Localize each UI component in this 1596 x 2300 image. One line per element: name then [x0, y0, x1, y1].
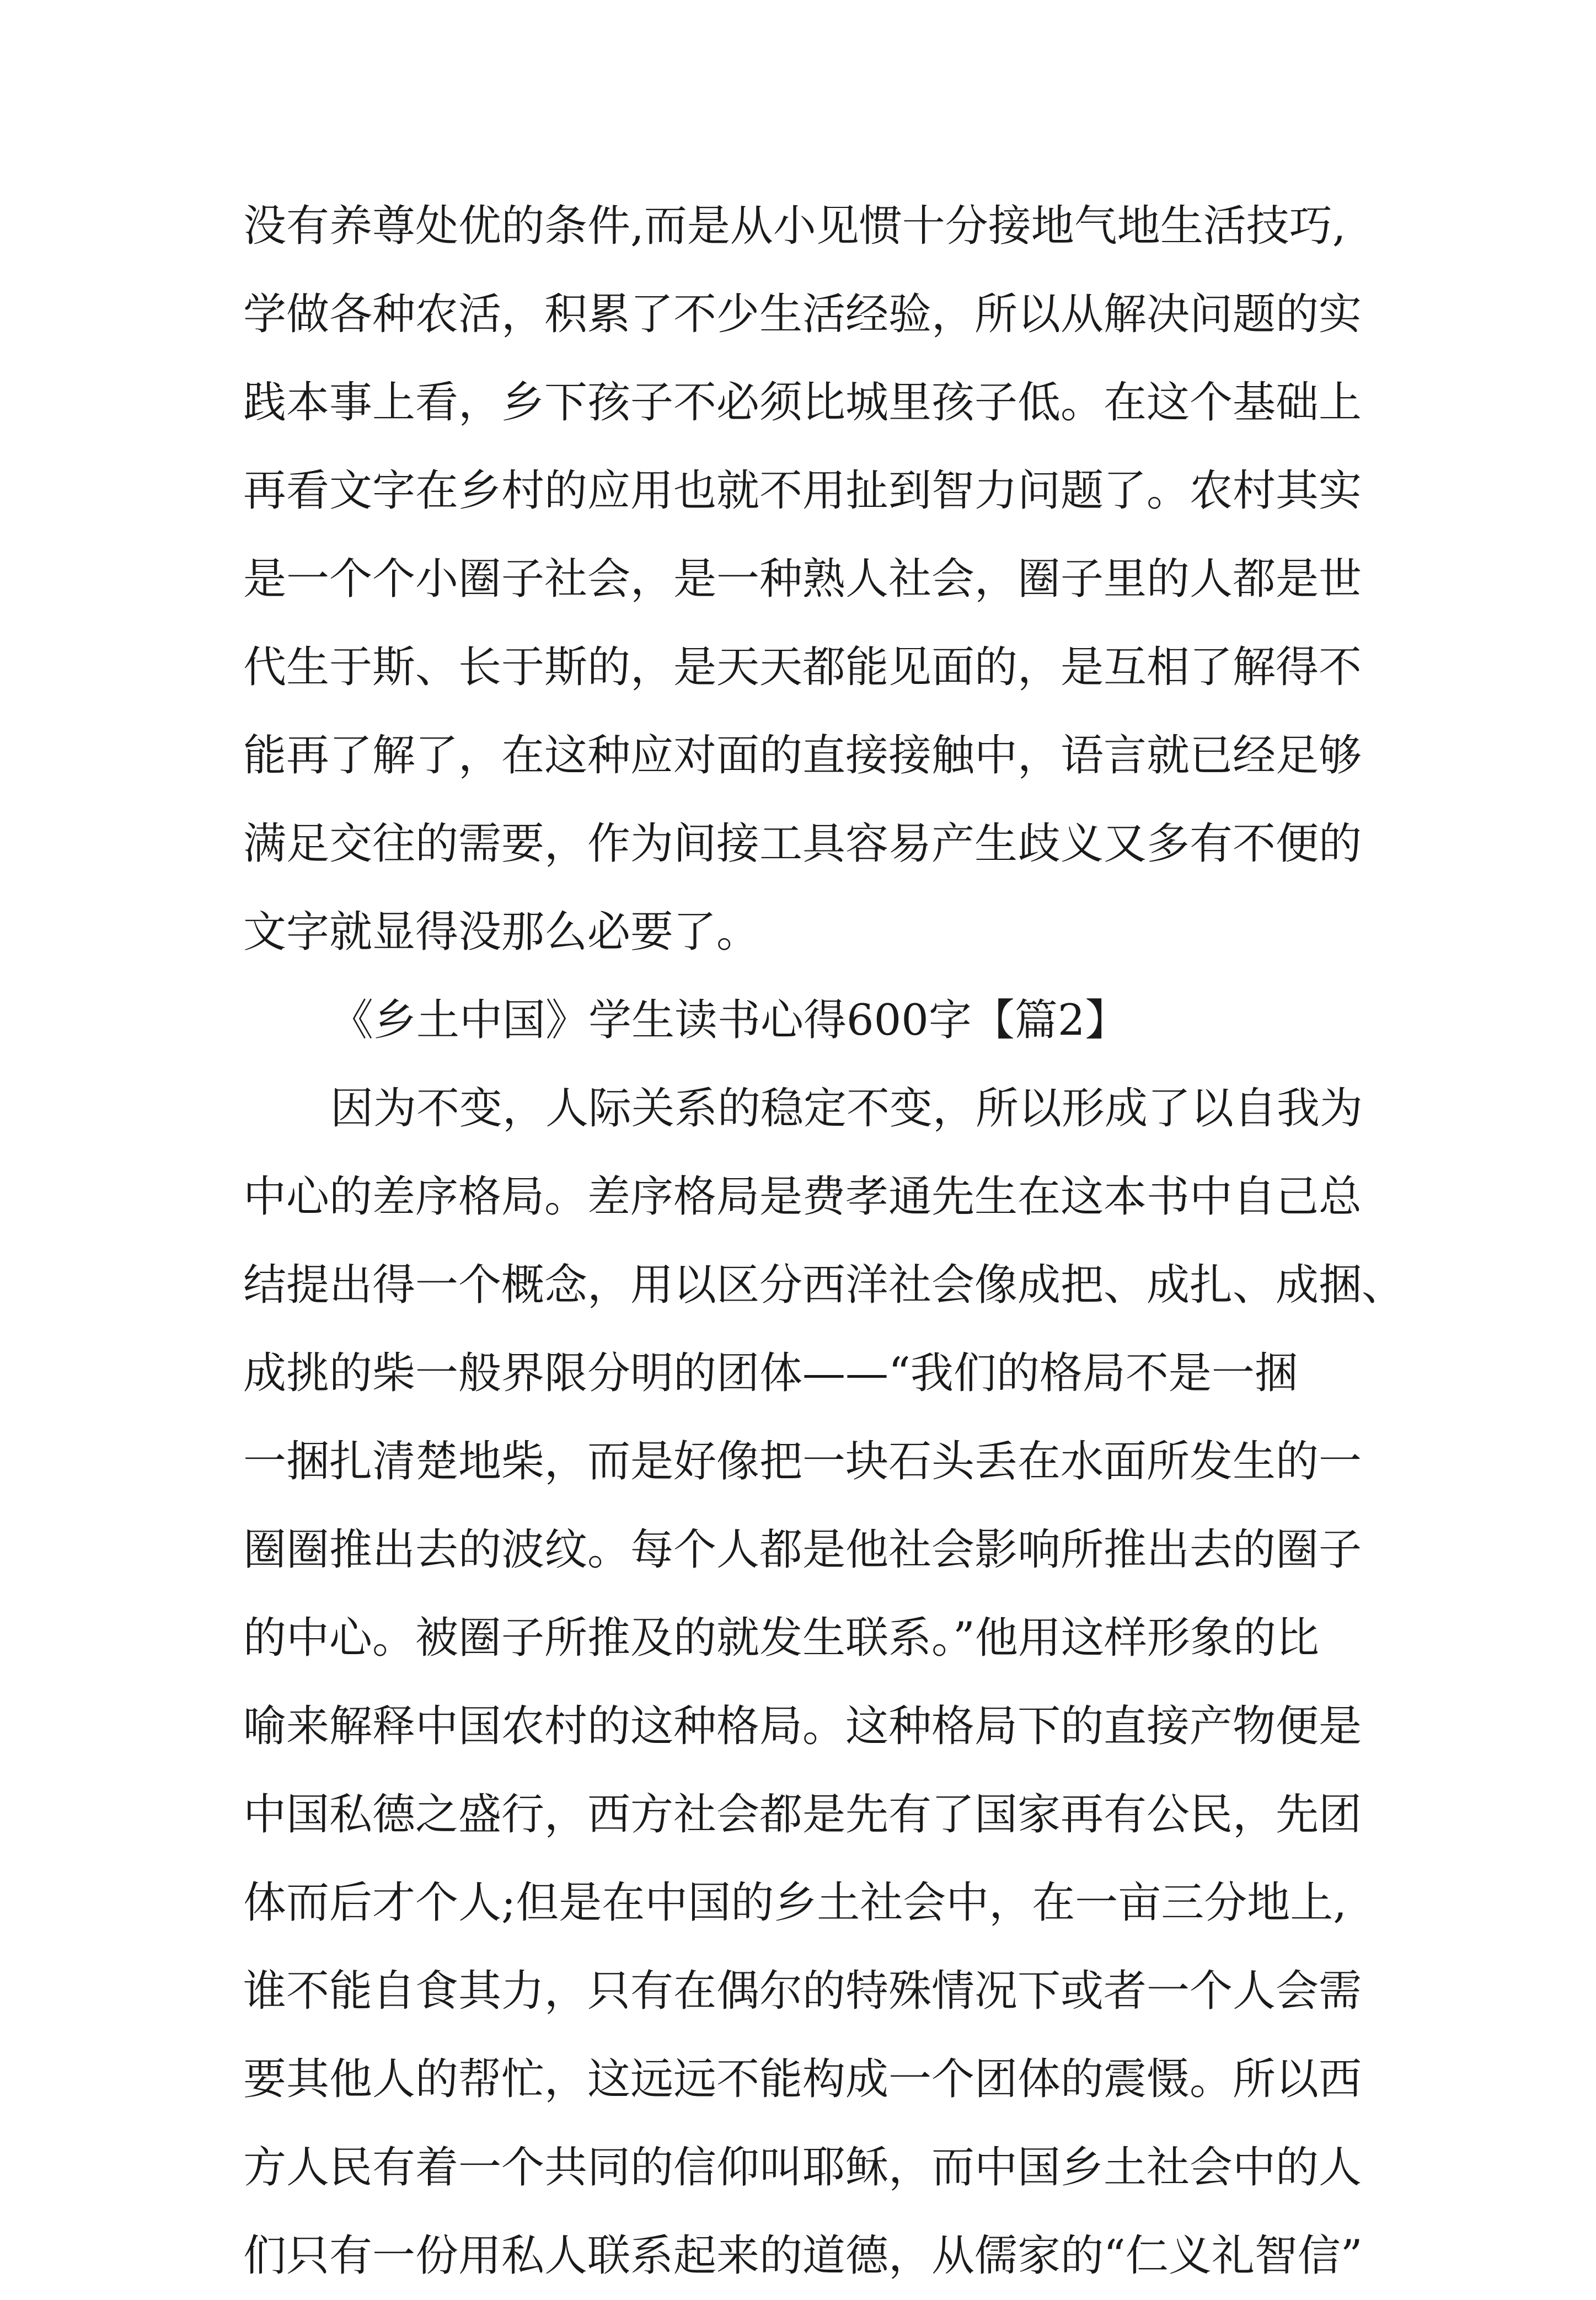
text-line: 谁不能自食其力，只有在偶尔的特殊情况下或者一个人会需 [243, 1966, 1362, 2016]
text-line: 方人民有着一个共同的信仰叫耶稣，而中国乡土社会中的人 [243, 2143, 1362, 2192]
text-line: 文字就显得没那么必要了。 [243, 907, 760, 957]
text-line: 没有养尊处优的条件,而是从小见惯十分接地气地生活技巧, [243, 201, 1346, 251]
text-line: 中心的差序格局。差序格局是费孝通先生在这本书中自己总 [243, 1172, 1362, 1222]
text-line: 体而后才个人;但是在中国的乡土社会中，在一亩三分地上, [243, 1878, 1347, 1928]
text-line: 学做各种农活，积累了不少生活经验，所以从解决问题的实 [243, 290, 1362, 339]
text-line: 满足交往的需要，作为间接工具容易产生歧义又多有不便的 [243, 819, 1362, 869]
paragraph-first-line: 因为不变，人际关系的稳定不变，所以形成了以自我为 [330, 1084, 1363, 1133]
text-line: 的中心。被圈子所推及的就发生联系。”他用这样形象的比 [243, 1613, 1319, 1663]
text-line: 代生于斯、长于斯的，是天天都能见面的，是互相了解得不 [243, 643, 1362, 692]
text-line: 圈圈推出去的波纹。每个人都是他社会影响所推出去的圈子 [243, 1525, 1362, 1575]
text-line: 成挑的柴一般界限分明的团体——“我们的格局不是一捆 [243, 1349, 1298, 1398]
section-heading: 《乡土中国》学生读书心得600字【篇2】 [330, 996, 1128, 1045]
text-line: 要其他人的帮忙，这远远不能构成一个团体的震慑。所以西 [243, 2055, 1362, 2104]
text-line: 结提出得一个概念，用以区分西洋社会像成把、成扎、成捆、 [243, 1260, 1405, 1310]
text-line: 能再了解了，在这种应对面的直接接触中，语言就已经足够 [243, 731, 1362, 780]
text-line: 一捆扎清楚地柴，而是好像把一块石头丢在水面所发生的一 [243, 1437, 1362, 1486]
document-body [243, 182, 1405, 2300]
text-line: 践本事上看，乡下孩子不必须比城里孩子低。在这个基础上 [243, 378, 1362, 427]
text-line: 们只有一份用私人联系起来的道德，从儒家的“仁义礼智信” [243, 2231, 1363, 2281]
text-line: 喻来解释中国农村的这种格局。这种格局下的直接产物便是 [243, 1702, 1362, 1751]
text-line: 中国私德之盛行，西方社会都是先有了国家再有公民，先团 [243, 1790, 1362, 1839]
text-line: 是一个个小圈子社会，是一种熟人社会，圈子里的人都是世 [243, 554, 1362, 604]
text-line: 再看文字在乡村的应用也就不用扯到智力问题了。农村其实 [243, 466, 1362, 516]
